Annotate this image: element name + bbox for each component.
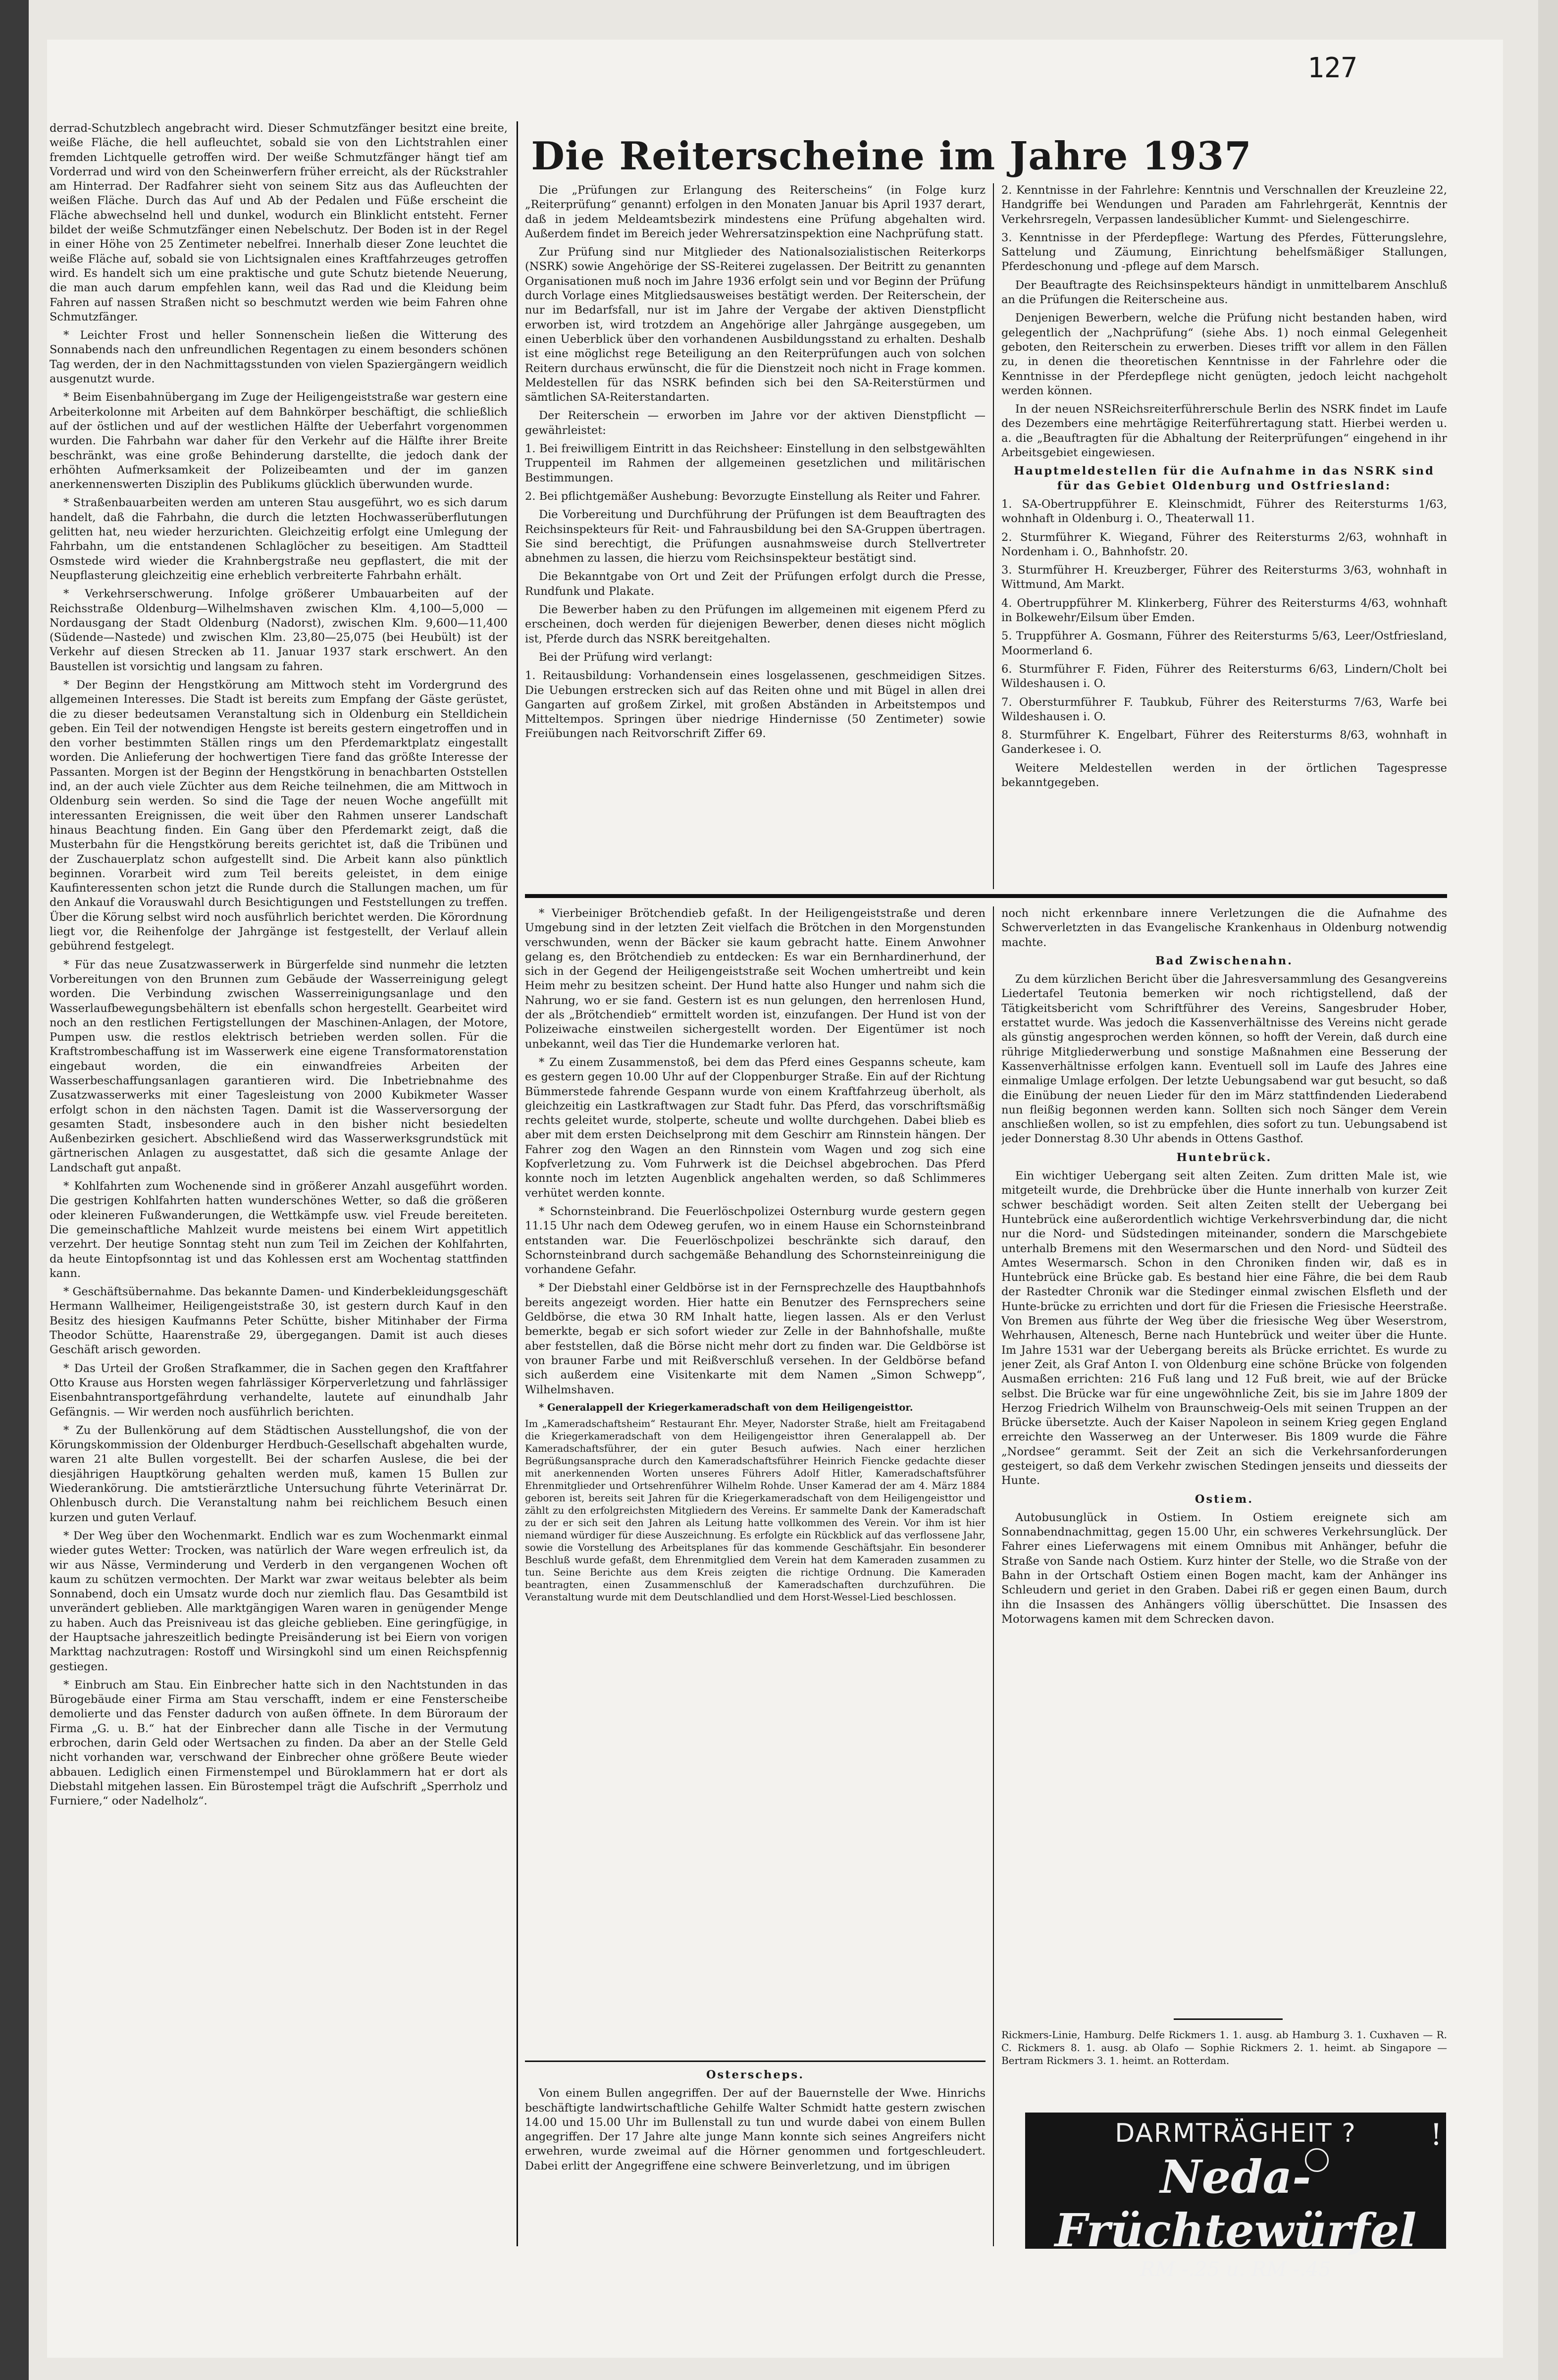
scan-right-margin — [1538, 0, 1558, 2380]
osterscheps-body: Von einem Bullen angegriffen. Der auf der Bauernstelle der Wwe. Hinrichs beschäftigte landwirtschaftliche Gehilfe Walter Schmidt hatte gestern zwischen 14.00 und 15.00 Uhr im Bullenstall zu tun und wurde dabei von einem Bullen angegriffen. Der 17 Jahre alte junge Mann konnte sich seines Angreifers nicht erwehren, wurde zweimal auf die Hörner genommen und fortgeschleudert. Dabei erlitt der Angegriffene eine schwere Beinverletzung, und im übrigen — [525, 2087, 986, 2172]
regional-news-paragraph: Huntebrück. — [1176, 1151, 1272, 1164]
reiterscheine-paragraph: 2. Sturmführer K. Wiegand, Führer des Reitersturms 2/63, wohnhaft in Nordenham i. O., Bahnhofstr. 20. — [1001, 530, 1447, 558]
reiterscheine-paragraph: Die Bekanntgabe von Ort und Zeit der Prüfungen erfolgt durch die Presse, Rundfunk und Plakate. — [525, 570, 986, 598]
local-news-paragraph: * Vierbeiniger Brötchendieb gefaßt. In der Heiligengeiststraße und deren Umgebung sind in der letzten Zeit vielfach die Brötchen in den Morgenstunden verschwunden, wenn der Bäcker sie kaum gebracht hatte. Einem Anwohner gelang es, den Brötchendieb zu entdecken: Es war ein Bernhardinerhund, der sich in der Gegend der Heiligengeiststraße seit Wochen umhertreibt und kein Heim mehr zu besitzen scheint. Der Hund hatte also Hunger und nahm sich die Nahrung, wo er sie fand. Gestern ist es nun gelungen, den herrenlosen Hund, der als „Brötchendieb“ ermittelt worden ist, einzufangen. Der Hund ist von der Polizeiwache einstweilen sichergestellt worden. Der Eigentümer ist noch unbekannt, weil das Tier die Hundemarke verloren hat. — [525, 907, 986, 1051]
column-divider-3 — [993, 906, 994, 2246]
local-news-paragraph: * Schornsteinbrand. Die Feuerlöschpolizei Osternburg wurde gestern gegen 11.15 Uhr nach dem Odeweg gerufen, wo in einem Hause ein Schornsteinbrand entstanden war. Die Feuerlöschpolizei beschränkte sich darauf, den Schornsteinbrand durch sachgemäße Behandlung des Schornsteinreinigung die vorhandene Gefahr. — [525, 1205, 986, 1276]
local-news-paragraph: * Straßenbauarbeiten werden am unteren Stau ausgeführt, wo es sich darum handelt, daß die Fahrbahn, die durch die letzten Hochwasserüberflutungen gelitten hat, neu wieder herzurichten. Gleichzeitig erfolgt eine Umlegung der Fahrbahn, um die entstandenen Schlaglöcher zu beseitigen. Am Stadtteil Osmstede wird wieder die Krahnbergstraße neu gepflastert, die mit der Neupflasterung gleichzeitig eine erheblich verbreiterte Fahrbahn erhält. — [50, 496, 508, 582]
reiterscheine-paragraph: 7. Obersturmführer F. Taubkub, Führer des Reitersturms 7/63, Warfe bei Wildeshausen i. O. — [1001, 695, 1447, 723]
local-news-paragraph: Im „Kameradschaftsheim“ Restaurant Ehr. Meyer, Nadorster Straße, hielt am Freitagabend die Kriegerkameradschaft von dem Heiligengeisttor ihren Generalappell ab. Der Kameradschaftsführer, der ein guter Besuch aufwies. Nach einer herzlichen Begrüßungsansprache durch den Kameradschaftsführer Heinrich Fiencke gedachte dieser mit anerkennenden Worten unseres Führers Adolf Hitler, Kameradschaftsführer Ehrenmitglieder und Ortsehrenführer Wilhelm Rohde. Unser Kamerad der am 4. März 1884 geboren ist, bereits seit Jahren für die Kriegerkameradschaft von dem Heiligengeisttor und zählt zu den erfolgreichsten Mitgliedern des Vereins. Er sammelte Dank der Kameradschaft zu der er sich seit den Jahren als Leitung hatte vollkommen des Verein. Vor ihm ist hier niemand würdiger für diese Auszeichnung. Es erfolgte ein Rückblick auf das verflossene Jahr, sowie die Vorstellung des Arbeitsplanes für das kommende Geschäftsjahr. Ein besonderer Beschluß wurde gefaßt, dem Ehrenmitglied dem Verein hat dem Kameraden zusammen zu tun. Seine Berichte aus dem Kreis zeigten die richtige Ordnung. Die Kameraden beantragten, einen Zusammenschluß der Kameradschaften durchzuführen. Die Veranstaltung wurde mit dem Deutschlandlied und dem Horst-Wessel-Lied beschlossen. — [525, 1418, 986, 1603]
reiterscheine-paragraph: 4. Obertruppführer M. Klinkerberg, Führer des Reitersturms 4/63, wohnhaft in Bolkewehr/Eilsum über Emden. — [1001, 596, 1447, 625]
reiterscheine-paragraph: 2. Bei pflichtgemäßer Aushebung: Bevorzugte Einstellung als Reiter und Fahrer. — [525, 489, 981, 503]
ad-product-name: Neda-Früchtewürfel — [1054, 2150, 1417, 2257]
regional-news-paragraph: Zu dem kürzlichen Bericht über die Jahresversammlung des Gesangvereins Liedertafel Teutonia bemerken wir noch richtigstellend, daß der Tätigkeitsbericht vom Schriftführer des Vereins, Sangesbruder Hober, erstattet wurde. Was jedoch die Kassenverhältnisse des Vereins nicht gerade als günstig angesprochen werden können, so hofft der Verein, daß durch eine rührige Mitgliederwerbung und sonstige Maßnahmen eine Besserung der Kassenverhältnisse erfolgen kann. Eventuell soll im Laufe des Jahres eine einmalige Umlage erfolgen. Der letzte Uebungsabend war gut besucht, so daß die Einübung der neuen Lieder für den im März stattfindenden Liederabend nun fleißig begonnen werden kann. Sollten sich noch Sänger dem Verein anschließen wollen, so ist zu empfehlen, dies sofort zu tun. Uebungsabend ist jeder Donnerstag 8.30 Uhr abends in Ottens Gasthof. — [1001, 973, 1447, 1146]
regional-news-paragraph: Bad Zwischenahn. — [1155, 954, 1294, 967]
local-news-paragraph: * Das Urteil der Großen Strafkammer, die in Sachen gegen den Kraftfahrer Otto Krause aus Horsten wegen fahrlässiger Körperverletzung und fahrlässiger Eisenbahntransportgefährdung verhandelte, lautete auf einundhalb Jahr Gefängnis. — Wir werden noch ausführlich berichten. — [50, 1362, 508, 1419]
column-middle-local-news — [525, 906, 986, 2046]
local-news-paragraph: * Der Diebstahl einer Geldbörse ist in der Fernsprechzelle des Hauptbahnhofs bereits angezeigt worden. Hier hatte ein Benutzer des Fernsprechers seine Geldbörse, die etwa 30 RM Inhalt hatte, liegen lassen. Als er den Verlust bemerkte, begab er sich sofort wieder zur Zelle in der Bahnhofshalle, mußte aber feststellen, daß die Börse nicht mehr dort zu finden war. Die Geldbörse ist von brauner Farbe und mit Reißverschluß versehen. In der Geldbörse befand sich außerdem eine Visitenkarte mit dem Namen „Simon Schwepp“, Wilhelmshaven. — [525, 1281, 986, 1396]
article-reiterscheine-col2 — [1001, 183, 1447, 889]
local-news-paragraph: * Geschäftsübernahme. Das bekannte Damen- und Kinderbekleidungsgeschäft Hermann Wallheimer, Heiligengeiststraße 30, ist gestern durch Kauf in den Besitz des hiesigen Kaufmanns Peter Schütte, bisher Mitinhaber der Firma Theodor Schütte, Haarenstraße 29, übergegangen. Damit ist auch dieses Geschäft arisch geworden. — [50, 1285, 508, 1357]
local-news-paragraph: * Zu der Bullenkörung auf dem Städtischen Ausstellungshof, die von der Körungskommission der Oldenburger Herdbuch-Gesellschaft abgehalten wurde, waren 21 alte Bullen vorgestellt. Bei der scharfen Auslese, die bei der diesjährigen Hauptkörung gehalten werden muß, kamen 15 Bullen zur Wiederankörung. Die amtstierärztliche Untersuchung führte Veterinärrat Dr. Ohlenbusch durch. Die Veranstaltung nahm bei reichlichem Besuch einen kurzen und guten Verlauf. — [50, 1424, 508, 1524]
reiterscheine-paragraph: 3. Kenntnisse in der Pferdepflege: Wartung des Pferdes, Fütterungslehre, Sattelung und Zäumung, Einrichtung behelfsmäßiger Stallungen, Pferdeschonung und -pflege auf dem Marsch. — [1001, 231, 1447, 273]
local-news-paragraph: * Kohlfahrten zum Wochenende sind in größerer Anzahl ausgeführt worden. Die gestrigen Kohlfahrten hatten wunderschönes Wetter, so daß die größeren oder kleineren Fußwanderungen, die Wettkämpfe usw. viel Freude bereiteten. Die gemeinschaftliche Mahlzeit wurde meistens bei einem Wirt appetitlich verzehrt. Der heutige Sonntag steht nun zum Teil im Zeichen der Kohlfahrten, da heute Eintopfsonntag ist und das Kohlessen erst am Wochentag stattfinden kann. — [50, 1180, 508, 1280]
local-news-paragraph: * Der Weg über den Wochenmarkt. Endlich war es zum Wochenmarkt einmal wieder gutes Wetter: Trocken, was natürlich der Ware wegen erfreulich ist, da wir aus Nässe, Verminderung und Verderb in den vergangenen Wochen oft kaum zu schützen vermochten. Der Markt war zwar weitaus belebter als beim Sonnabend, doch ein Umsatz wurde doch nur ziemlich flau. Das Gesamtbild ist unverändert geblieben. Alle marktgängigen Waren waren in genügender Menge zu haben. Auch das Preisniveau ist das gleiche geblieben. Eine geringfügige, in der Hauptsache jahreszeitlich bedingte Preisänderung ist bei Eiern von vorigen Markttag nachzutragen: Rostoff und Wirsingkohl sind um einen Reichspfennig gestiegen. — [50, 1529, 508, 1673]
regional-news-paragraph: Autobusunglück in Ostiem. In Ostiem ereignete sich am Sonnabendnachmittag, gegen 15.00 Uhr, ein schweres Verkehrsunglück. Der Fahrer eines Lieferwagens mit einem Omnibus mit Anhänger, befuhr die Straße von Sande nach Ostiem. Kurz hinter der Stelle, wo die Straße von der Bahn in der Ortschaft Ostiem einen Bogen macht, kam der Anhänger ins Schleudern und geriet in den Graben. Dabei riß er gegen einen Baum, durch ihn die Insassen des Anhängers völlig überschüttet. Die Insassen des Motorwagens kamen mit dem Schrecken davon. — [1001, 1511, 1447, 1626]
local-news-paragraph: * Zu einem Zusammenstoß, bei dem das Pferd eines Gespanns scheute, kam es gestern gegen 10.00 Uhr auf der Cloppenburger Straße. Ein auf der Richtung Bümmerstede fahrende Gespann wurde von einem Kraftfahrzeug überholt, als gleichzeitig ein Lastkraftwagen zur Stadt fuhr. Das Pferd, das vorschriftsmäßig rechts geleitet wurde, stolperte, scheute und wollte durchgehen. Dabei blieb es aber mit dem ersten Deichselprong mit dem Geschirr am Rinnstein hängen. Der Fahrer zog den Wagen an den Rinnstein vom Wagen und zog sich eine Kopfverletzung zu. Vom Fuhrwerk ist die Deichsel abgebrochen. Das Pferd konnte noch im letzten Augenblick angehalten werden, so daß Schlimmeres verhütet werden konnte. — [525, 1056, 986, 1200]
reiterscheine-paragraph: 5. Truppführer A. Gosmann, Führer des Reitersturms 5/63, Leer/Ostfriesland, Moormerland 6. — [1001, 630, 1447, 657]
article-reiterscheine-col1 — [525, 183, 986, 889]
oster-rule — [525, 2061, 986, 2062]
column-right-regional-news — [1001, 906, 1447, 2011]
reiterscheine-paragraph: 6. Sturmführer F. Fiden, Führer des Reitersturms 6/63, Lindern/Cholt bei Wildeshausen i. O. — [1001, 662, 1447, 690]
scan-binding-edge — [0, 0, 29, 2380]
reiterscheine-paragraph: Denjenigen Bewerbern, welche die Prüfung nicht bestanden haben, wird gelegentlich der „Nachprüfung“ (siehe Abs. 1) noch einmal Gelegenheit geboten, den Reiterschein zu erwerben. Dieses trifft vor allem in den Fällen zu, in denen die theoretischen Kenntnisse in der Fahrlehre oder die Kenntnisse in der Pferdepflege nicht genügten, jedoch leicht nachgeholt werden können. — [1001, 312, 1447, 397]
reiterscheine-paragraph: Zur Prüfung sind nur Mitglieder des Nationalsozialistischen Reiterkorps (NSRK) sowie Angehörige der SS-Reiterei zugelassen. Der Beitritt zu genannten Organisationen muß noch im Jahre 1936 erfolgt sein und vor Beginn der Prüfung durch Vorlage eines Mitgliedsausweises bestätigt werden. Der Reiterschein, der nur im Bedarfsfall, nur ist im Jahre der Vergabe der aktiven Dienstpflicht erworben ist, wird trotzdem an Angehörige aller Jahrgänge ausgegeben, um einen Ueberblick über den vorhandenen Ausbildungsstand zu erhalten. Deshalb ist eine möglichst rege Beteiligung an den Reiterprüfungen auch von solchen Reitern durchaus erwünscht, die für die Dienstzeit noch nicht in Frage kommen. Meldestellen für das NSRK befinden sich bei den SA-Reiterstürmen und sämtlichen SA-Reiterstandarten. — [525, 246, 986, 404]
advertisement-neda — [1025, 2113, 1446, 2281]
section-rule — [525, 894, 1447, 898]
article-headline: Die Reiterscheine im Jahre 1937 — [531, 134, 1252, 179]
local-news-paragraph: * Generalappell der Kriegerkameradschaft von dem Heiligengeisttor. — [539, 1401, 913, 1413]
ad-headline: DARMTRÄGHEIT ? — [1115, 2118, 1356, 2148]
local-news-paragraph: * Für das neue Zusatzwasserwerk in Bürgerfelde sind nunmehr die letzten Vorbereitungen von den Brunnen zum Gebäude der Wasserreinigung gelegt worden. Die Verbindung zwischen Wasserreinigungsanlage und den Wasserlaufbewegungsbehältern ist ebenfalls schon hergestellt. Gearbeitet wird noch an den restlichen Fertigstellungen der Maschinen-Anlagen, der Motore, Pumpen usw. die restlos elektrisch betrieben werden sollen. Für die Kraftstrombeschaffung ist im Wasserwerk eine eigene Transformatorenstation eingebaut worden, die ein einwandfreies Arbeiten der Wasserbeschaffungsanlagen garantieren wird. Die Inbetriebnahme des Zusatzwasserwerks mit einer Tagesleistung von 2000 Kubikmeter Wasser erfolgt schon in den nächsten Tagen. Damit ist die Wasserversorgung der gesamten Stadt, insbesondere auch in den bisher nicht besiedelten Außenbezirken gesichert. Abschließend wird das Wasserwerksgrundstück mit gärtnerischen Anlagen zu ausgestattet, daß sich die gesamte Anlage der Landschaft gut anpaßt. — [50, 958, 508, 1174]
column-left-local-news — [50, 121, 508, 2246]
column-middle-osterscheps — [525, 2068, 986, 2246]
column-divider-2 — [993, 183, 994, 889]
osterscheps-heading: Osterscheps. — [706, 2068, 805, 2081]
local-news-paragraph: * Verkehrserschwerung. Infolge größerer Umbauarbeiten auf der Reichsstraße Oldenburg—Wilhelmshaven zwischen Klm. 4,100—5,000 — Nordausgang der Stadt Oldenburg (Nadorst), zwischen Klm. 9,600—11,400 (Südende—Nastede) und zwischen Klm. 23,80—25,075 (bei Heubült) ist der Verkehr auf diesen Strecken ab 11. Januar 1937 stark erschwert. An den Baustellen ist vorsichtig und langsam zu fahren. — [50, 587, 508, 673]
reiterscheine-paragraph: 1. Bei freiwilligem Eintritt in das Reichsheer: Einstellung in den selbstgewählten Truppenteil im Rahmen der allgemeinen gesetzlichen und militärischen Bestimmungen. — [525, 442, 986, 484]
reiterscheine-paragraph: Bei der Prüfung wird verlangt: — [539, 650, 713, 664]
reiterscheine-paragraph: 1. Reitausbildung: Vorhandensein eines losgelassenen, geschmeidigen Sitzes. Die Uebungen erstrecken sich auf das Reiten ohne und mit Bügel in allen drei Gangarten auf großem Zirkel, mit großen Abständen in Arbeitstempos und Mitteltempos. Springen über niedrige Hindernisse (50 Zentimeter) sowie Freiübungen nach Reitvorschrift Ziffer 69. — [525, 669, 986, 740]
regional-news-paragraph: Ein wichtiger Uebergang seit alten Zeiten. Zum dritten Male ist, wie mitgeteilt wurde, die Drehbrücke über die Hunte innerhalb von kurzer Zeit schwer beschädigt worden. Seit alten Zeiten stellt der Uebergang bei Huntebrück eine außerordentlich wichtige Verkehrsverbindung dar, die nicht nur die Nord- und Südstedingen miteinander, sondern die Marschgebiete unterhalb Bremens mit den Wesermarschen und den Nord- und Südteil des Amtes Wesermarsch. Schon in den Chroniken finden wir, daß es in Huntebrück eine Brücke gab. Es bestand hier eine Fähre, die bei dem Raub der Rastedter Chronik war die Stedinger einmal zwischen Elsfleth und der Hunte-brücke zu errichten und dort für die Friesen die Friesische Heerstraße. Von Bremen aus führte der Weg über die friesische Weg über Weserstrom, Wehrhausen, Altenesch, Berne nach Huntebrück und weiter über die Hunte. Im Jahre 1531 war der Uebergang bereits als Brücke errichtet. Es wurde zu jener Zeit, als Graf Anton I. von Oldenburg eine schöne Brücke von folgenden Ausmaßen errichten: 216 Fuß lang und 12 Fuß breit, wie auf der Brücke selbst. Die Brücke war für eine ungewöhnliche Zeit, bis sie im Jahre 1809 der Herzog Friedrich Wilhelm von Braunschweig-Oels mit seinen Truppen an der Brücke übersetzte. Auch der Kaiser Napoleon in seinem Krieg gegen England erreichte den Wasserweg an der Unterweser. Bis 1809 wurde die Fähre „Nordsee“ gerammt. Seit der Zeit an sich die Verkehrsanforderungen gesteigert, so daß dem Verkehr zwischen Stedingen jenseits und diesseits der Hunte. — [1001, 1169, 1447, 1487]
local-news-paragraph: * Einbruch am Stau. Ein Einbrecher hatte sich in den Nachtstunden in das Bürogebäude einer Firma am Stau verschafft, indem er eine Fensterscheibe demolierte und das Fenster dadurch von außen öffnete. In dem Büroraum der Firma „G. u. B.“ hat der Einbrecher dann alle Tische in der Vermutung erbrochen, darin Geld oder Wertsachen zu finden. Da aber an der Stelle Geld nicht vorhanden war, verschwand der Einbrecher ohne größere Beute wieder abbauen. Lediglich einen Firmenstempel und Büroklammern hat er dort als Diebstahl mitgehen lassen. Ein Bürostempel trägt die Aufschrift „Sperrholz und Furniere,“ oder Nadelholz“. — [50, 1678, 508, 1808]
page-number: 127 — [1307, 52, 1358, 84]
ad-exclamation: ! — [1430, 2117, 1442, 2152]
ad-price: RM -.25 u. RM -.45 — [1140, 2258, 1331, 2281]
reiterscheine-paragraph: 2. Kenntnisse in der Fahrlehre: Kenntnis und Verschnallen der Kreuzleine 22, Handgriffe bei Wendungen und Paraden am Fahrlehrgerät, Kenntnis der Verkehrsregeln, Verpassen landesüblicher Kummt- und Sielengeschirre. — [1001, 184, 1447, 226]
reiterscheine-paragraph: 8. Sturmführer K. Engelbart, Führer des Reitersturms 8/63, wohnhaft in Ganderkesee i. O. — [1001, 729, 1447, 756]
reiterscheine-paragraph: 3. Sturmführer H. Kreuzberger, Führer des Reitersturms 3/63, wohnhaft in Wittmund, Am Markt. — [1001, 564, 1447, 591]
column-divider-1 — [517, 121, 518, 2246]
reiterscheine-paragraph: Die „Prüfungen zur Erlangung des Reiterscheins“ (in Folge kurz „Reiterprüfung“ genannt) erfolgen in den Monaten Januar bis April 1937 derart, daß in jedem Meldeamtsbezirk mindestens eine Prüfung abgehalten wird. Außerdem findet im Bereich jeder Wehrersatzinspektion eine Nachprüfung statt. — [525, 184, 986, 240]
reiterscheine-paragraph: Der Reiterschein — erworben im Jahre vor der aktiven Dienstpflicht — gewährleistet: — [525, 409, 986, 437]
local-news-paragraph: derrad-Schutzblech angebracht wird. Dieser Schmutzfänger besitzt eine breite, weiße Fläche, die hell aufleuchtet, sobald sie von den Lichtstrahlen einer fremden Lichtquelle getroffen wird. Der weiße Schmutzfänger hängt tief am Vorderrad und wird von den Scheinwerfern früher erreicht, als der Rückstrahler am Hinterrad. Der Radfahrer sieht von seinem Sitz aus das Aufleuchten der weißen Fläche. Durch das Auf und Ab der Pedalen und Füße erscheint die Fläche abwechselnd hell und dunkel, wodurch ein Blinklicht entsteht. Ferner bildet der weiße Schmutzfänger einen Nebelschutz. Der Boden ist in der Regel in einer Höhe von 25 Zentimeter nebelfrei. Innerhalb dieser Zone leuchtet die weiße Fläche auf, sobald sie von Lichtsignalen eines Kraftfahrzeuges getroffen wird. Es handelt sich um eine praktische und gute Schutz bietende Neuerung, die man auch darum empfehlen kann, weil das Rad und die Kleidung beim Fahren auf nassen Straßen nicht so beschmutzt werden wie beim Fahren ohne Schmutzfänger. — [50, 122, 508, 323]
reiterscheine-paragraph: Weitere Meldestellen werden in der örtlichen Tagespresse bekanntgegeben. — [1001, 761, 1447, 789]
shipping-notice: Rickmers-Linie, Hamburg. Delfe Rickmers 1. 1. ausg. ab Hamburg 3. 1. Cuxhaven — R. C. Rickmers 8. 1. ausg. ab Olafo — Sophie Rickmers 2. 1. heimt. ab Singapore — Bertram Rickmers 3. 1. heimt. an Rotterdam. — [1001, 2029, 1447, 2066]
reiterscheine-paragraph: In der neuen NSReichsreiterführerschule Berlin des NSRK findet im Laufe des Dezembers eine mehrtägige Reiterführertagung statt. Hierbei werden u. a. die „Beauftragten für die Abhaltung der Reiterprüfungen“ eingehend in ihr Arbeitsgebiet eingewiesen. — [1001, 403, 1447, 460]
reiterscheine-paragraph: Die Bewerber haben zu den Prüfungen im allgemeinen mit eigenem Pferd zu erscheinen, doch werden für diejenigen Bewerber, denen dieses nicht möglich ist, Pferde durch das NSRK bereitgehalten. — [525, 603, 986, 645]
local-news-paragraph: * Beim Eisenbahnübergang im Zuge der Heiligengeiststraße war gestern eine Arbeiterkolonne mit Arbeiten auf dem Bahnkörper beschäftigt, die schließlich auf der östlichen und auf der westlichen Hälfte der Ueberfahrt vorgenommen wurden. Die Fahrbahn war daher für den Verkehr auf die Hälfte ihrer Breite beschränkt, was eine große Behinderung darstellte, die jedoch dank der erhöhten Aufmerksamkeit der Polizeibeamten und der im ganzen anerkennenswerten Disziplin des Publikums glücklich überwunden wurde. — [50, 391, 508, 491]
local-news-paragraph: * Der Beginn der Hengstkörung am Mittwoch steht im Vordergrund des allgemeinen Interesses. Die Stadt ist bereits zum Empfang der Gäste gerüstet, die zu dieser bedeutsamen Veranstaltung sich in Oldenburg ein Stelldichein geben. Ein Teil der notwendigen Hengste ist bereits gestern eingetroffen und in den vorher bestimmten Ställen rings um den Pferdemarktplatz eingestallt worden. Die Anlieferung der hochwertigen Tiere fand das größte Interesse der Passanten. Morgen ist der Beginn der Hengstkörung in benachbarten Oststellen ind, an der auch viele Züchter aus dem Reiche teilnehmen, die am Mittwoch in Oldenburg sein werden. So sind die Tage der neuen Woche angefüllt mit interessanten Ereignissen, die weit über den Rahmen unserer Landschaft hinaus Beachtung finden. Ein Gang über den Pferdemarkt zeigt, daß die Musterbahn für die Hengstkörung bereits gerichtet ist, daß die Tribünen und der Zuschauerplatz schon aufgestellt sind. Die Arbeit kann also pünktlich beginnen. Vorarbeit wird zum Teil bereits geleistet, in dem einige Kaufinteressenten schon jetzt die Runde durch die Stallungen machen, um für den Ankauf die Vorauswahl durch Besichtigungen und Feststellungen zu treffen. Über die Körung selbst wird noch ausführlich berichtet werden. Die Körordnung liegt vor, die Reihenfolge der Jahrgänge ist festgestellt, der Verlauf allein gebührend festgelegt. — [50, 678, 508, 953]
reiterscheine-paragraph: Hauptmeldestellen für die Aufnahme in das NSRK sind für das Gebiet Oldenburg und Ostfriesland: — [1014, 465, 1435, 492]
reiterscheine-paragraph: Die Vorbereitung und Durchführung der Prüfungen ist dem Beauftragten des Reichsinspekteurs für Reit- und Fahrausbildung bei den SA-Gruppen übertragen. Sie sind berechtigt, die Prüfungen ausnahmsweise durch Stellvertreter abnehmen zu lassen, die hierzu vom Reichsinspekteur bestätigt sind. — [525, 508, 986, 565]
reiterscheine-paragraph: Der Beauftragte des Reichsinspekteurs händigt in unmittelbarem Anschluß an die Prüfungen die Reiterscheine aus. — [1001, 278, 1447, 307]
ad-emblem-icon — [1305, 2148, 1329, 2172]
local-news-paragraph: * Leichter Frost und heller Sonnenschein ließen die Witterung des Sonnabends nach den unfreundlichen Regentagen zu einem besonders schönen Tag werden, der in den Nachmittagsstunden von vielen Spaziergängern weidlich ausgenutzt wurde. — [50, 329, 508, 386]
reiterscheine-paragraph: 1. SA-Obertruppführer E. Kleinschmidt, Führer des Reitersturms 1/63, wohnhaft in Oldenburg i. O., Theaterwall 11. — [1001, 497, 1447, 526]
regional-news-paragraph: noch nicht erkennbare innere Verletzungen die die Aufnahme des Schwerverletzten in das Evangelische Krankenhaus in Oldenburg notwendig machte. — [1001, 907, 1447, 949]
regional-news-paragraph: Ostiem. — [1194, 1492, 1254, 1506]
shipping-rule — [1174, 2018, 1283, 2020]
